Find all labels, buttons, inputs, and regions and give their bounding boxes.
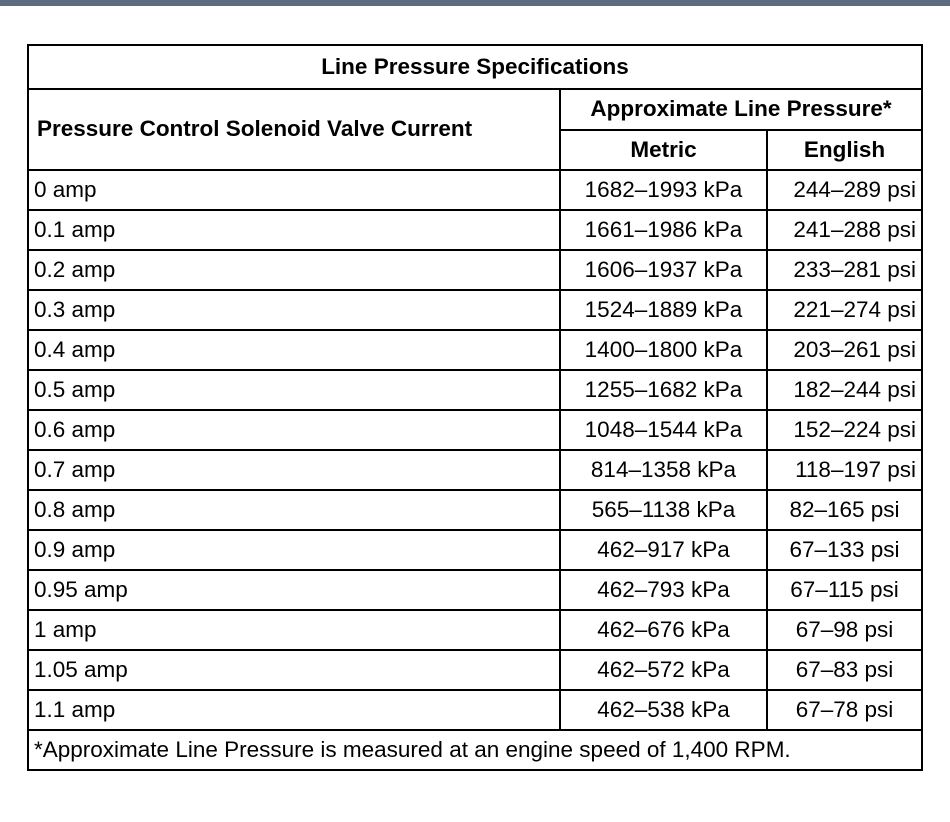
english-cell: 244–289 psi [767, 170, 922, 210]
current-cell: 0.5 amp [28, 370, 560, 410]
english-cell: 241–288 psi [767, 210, 922, 250]
english-cell: 67–133 psi [767, 530, 922, 570]
table-title-row [28, 45, 922, 89]
table-row [28, 650, 922, 690]
metric-cell: 1606–1937 kPa [560, 250, 767, 290]
english-cell: 82–165 psi [767, 490, 922, 530]
table-row [28, 610, 922, 650]
current-cell: 1 amp [28, 610, 560, 650]
current-cell: 0.95 amp [28, 570, 560, 610]
english-cell: 67–115 psi [767, 570, 922, 610]
english-cell: 233–281 psi [767, 250, 922, 290]
table-row [28, 290, 922, 330]
metric-cell: 462–917 kPa [560, 530, 767, 570]
metric-cell: 1661–1986 kPa [560, 210, 767, 250]
table-row [28, 210, 922, 250]
current-cell: 0.9 amp [28, 530, 560, 570]
header-row-1 [28, 89, 922, 130]
metric-cell: 565–1138 kPa [560, 490, 767, 530]
header-english: English [767, 130, 922, 170]
table-row [28, 490, 922, 530]
metric-cell: 462–572 kPa [560, 650, 767, 690]
english-cell: 67–78 psi [767, 690, 922, 730]
current-cell: 0.4 amp [28, 330, 560, 370]
current-cell: 0.2 amp [28, 250, 560, 290]
metric-cell: 1048–1544 kPa [560, 410, 767, 450]
metric-cell: 1524–1889 kPa [560, 290, 767, 330]
english-cell: 118–197 psi [767, 450, 922, 490]
header-metric: Metric [560, 130, 767, 170]
english-cell: 67–83 psi [767, 650, 922, 690]
table-row [28, 530, 922, 570]
current-cell: 0.7 amp [28, 450, 560, 490]
table-row [28, 690, 922, 730]
table-title: Line Pressure Specifications [28, 45, 922, 89]
footnote: *Approximate Line Pressure is measured at an engine speed of 1,400 RPM. [28, 730, 922, 770]
footnote-row [28, 730, 922, 770]
english-cell: 67–98 psi [767, 610, 922, 650]
table-row [28, 170, 922, 210]
metric-cell: 1400–1800 kPa [560, 330, 767, 370]
current-cell: 0 amp [28, 170, 560, 210]
window-top-bar [0, 0, 950, 6]
current-cell: 1.05 amp [28, 650, 560, 690]
metric-cell: 462–538 kPa [560, 690, 767, 730]
current-cell: 0.8 amp [28, 490, 560, 530]
metric-cell: 1255–1682 kPa [560, 370, 767, 410]
english-cell: 221–274 psi [767, 290, 922, 330]
metric-cell: 814–1358 kPa [560, 450, 767, 490]
line-pressure-table [27, 44, 923, 771]
current-cell: 1.1 amp [28, 690, 560, 730]
header-current: Pressure Control Solenoid Valve Current [28, 89, 560, 170]
metric-cell: 462–676 kPa [560, 610, 767, 650]
table-row [28, 370, 922, 410]
english-cell: 203–261 psi [767, 330, 922, 370]
header-approx-line-pressure: Approximate Line Pressure* [560, 89, 922, 130]
table-row [28, 330, 922, 370]
table-row [28, 570, 922, 610]
current-cell: 0.3 amp [28, 290, 560, 330]
table-row [28, 250, 922, 290]
english-cell: 182–244 psi [767, 370, 922, 410]
current-cell: 0.6 amp [28, 410, 560, 450]
metric-cell: 1682–1993 kPa [560, 170, 767, 210]
metric-cell: 462–793 kPa [560, 570, 767, 610]
current-cell: 0.1 amp [28, 210, 560, 250]
table-row [28, 450, 922, 490]
english-cell: 152–224 psi [767, 410, 922, 450]
table-row [28, 410, 922, 450]
